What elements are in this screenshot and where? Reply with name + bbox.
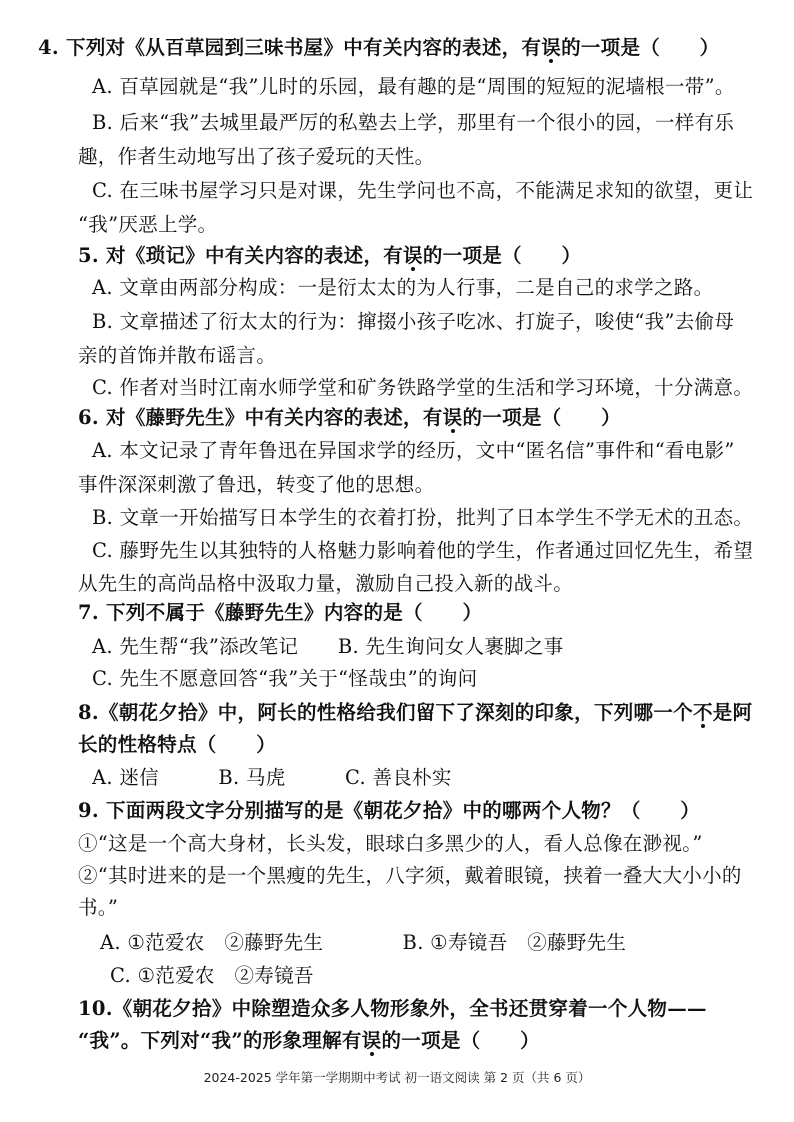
question-7-options-ab: A. 先生帮“我”添改笔记 B. 先生询问女人裹脚之事 bbox=[92, 635, 564, 658]
question-6-option-a-line1: A. 本文记录了青年鲁迅在异国求学的经历，文中“匿名信”事件和“看电影” bbox=[92, 439, 735, 462]
question-8-stem-part-a: 8.《朝花夕拾》中，阿长的性格给我们留下了深刻的印象，下列哪一个 bbox=[78, 701, 693, 724]
question-8-stem-part-b: 是阿 bbox=[712, 701, 753, 724]
page-footer: 2024-2025 学年第一学期期中考试 初一语文阅读 第 2 页（共 6 页） bbox=[203, 1070, 591, 1085]
question-5-stem-part-a: 5. 对《琐记》中有关内容的表述，有 bbox=[78, 244, 404, 267]
emphasis-char: 不 bbox=[692, 701, 713, 724]
question-9-passage-1: ①“这是一个高大身材，长头发，眼球白多黑少的人，看人总像在渺视。” bbox=[78, 832, 703, 855]
question-9-passage-2-line2: 书。” bbox=[78, 896, 119, 919]
question-8-options: A. 迷信 B. 马虎 C. 善良朴实 bbox=[92, 766, 452, 789]
question-6-option-a-line2: 事件深深刺激了鲁迅，转变了他的思想。 bbox=[78, 473, 435, 496]
question-7-option-c: C. 先生不愿意回答“我”关于“怪哉虫”的询问 bbox=[92, 667, 478, 690]
question-5-option-c: C. 作者对当时江南水师学堂和矿务铁路学堂的生活和学习环境，十分满意。 bbox=[92, 376, 754, 399]
question-9-stem: 9. 下面两段文字分别描写的是《朝花夕拾》中的哪两个人物？（ ） bbox=[78, 799, 701, 822]
question-4-option-c-line1: C. 在三味书屋学习只是对课，先生学问也不高，不能满足求知的欲望，更让 bbox=[92, 179, 754, 202]
question-6-option-c-line2: 从先生的高尚品格中汲取力量，激励自己投入新的战斗。 bbox=[78, 572, 574, 595]
question-6-stem-part-b: 的一项是（ ） bbox=[462, 406, 621, 429]
question-4-stem-part-a: 4. 下列对《从百草园到三味书屋》中有关内容的表述，有 bbox=[38, 36, 542, 59]
question-4-option-b-line1: B. 后来“我”去城里最严厉的私塾去上学，那里有一个很小的园，一样有乐 bbox=[92, 111, 735, 134]
question-6-stem-part-a: 6. 对《藤野先生》中有关内容的表述，有 bbox=[78, 406, 443, 429]
question-9-options-ab: A. ①范爱农 ②藤野先生 B. ①寿镜吾 ②藤野先生 bbox=[100, 931, 627, 954]
question-10-stem-line1: 10.《朝花夕拾》中除塑造众多人物形象外，全书还贯穿着一个人物—— bbox=[78, 997, 707, 1020]
question-10-stem-line2 bbox=[78, 1026, 540, 1056]
question-8-stem-line2: 长的性格特点（ ） bbox=[78, 733, 277, 756]
question-10-stem-part-a: “我”。下列对“我”的形象理解有 bbox=[78, 1029, 362, 1052]
emphasis-char: 误 bbox=[541, 36, 562, 59]
question-4-stem bbox=[38, 33, 719, 63]
question-5-option-a: A. 文章由两部分构成：一是衍太太的为人行事，二是自己的求学之路。 bbox=[92, 276, 714, 299]
question-5-option-b-line1: B. 文章描述了衍太太的行为：撺掇小孩子吃冰、打旋子，唆使“我”去偷母 bbox=[92, 310, 735, 333]
question-5-stem bbox=[78, 241, 581, 271]
question-4-option-b-line2: 趣，作者生动地写出了孩子爱玩的天性。 bbox=[78, 145, 435, 168]
question-9-passage-2-line1: ②“其时进来的是一个黑瘦的先生，八字须，戴着眼镜，挟着一叠大大小小的 bbox=[78, 864, 742, 887]
emphasis-char: 误 bbox=[442, 406, 463, 429]
question-10-stem-part-b: 的一项是（ ） bbox=[381, 1029, 540, 1052]
emphasis-char: 误 bbox=[403, 244, 423, 267]
question-6-option-b: B. 文章一开始描写日本学生的衣着打扮，批判了日本学生不学无术的丑态。 bbox=[92, 506, 754, 529]
question-4-option-c-line2: “我”厌恶上学。 bbox=[78, 213, 218, 236]
question-8-stem-line1 bbox=[78, 698, 752, 728]
question-5-stem-part-b: 的一项是（ ） bbox=[422, 244, 582, 267]
question-6-option-c-line1: C. 藤野先生以其独特的人格魅力影响着他的学生，作者通过回忆先生，希望 bbox=[92, 539, 754, 562]
question-7-stem: 7. 下列不属于《藤野先生》内容的是（ ） bbox=[78, 601, 483, 624]
question-6-stem bbox=[78, 403, 621, 433]
question-5-option-b-line2: 亲的首饰并散布谣言。 bbox=[78, 344, 277, 367]
question-9-option-c: C. ①范爱农 ②寿镜吾 bbox=[110, 964, 314, 987]
emphasis-char: 误 bbox=[361, 1029, 382, 1052]
question-4-stem-part-b: 的一项是（ ） bbox=[561, 36, 720, 59]
question-4-option-a: A. 百草园就是“我”儿时的乐园，最有趣的是“周围的短短的泥墙根一带”。 bbox=[92, 75, 735, 98]
